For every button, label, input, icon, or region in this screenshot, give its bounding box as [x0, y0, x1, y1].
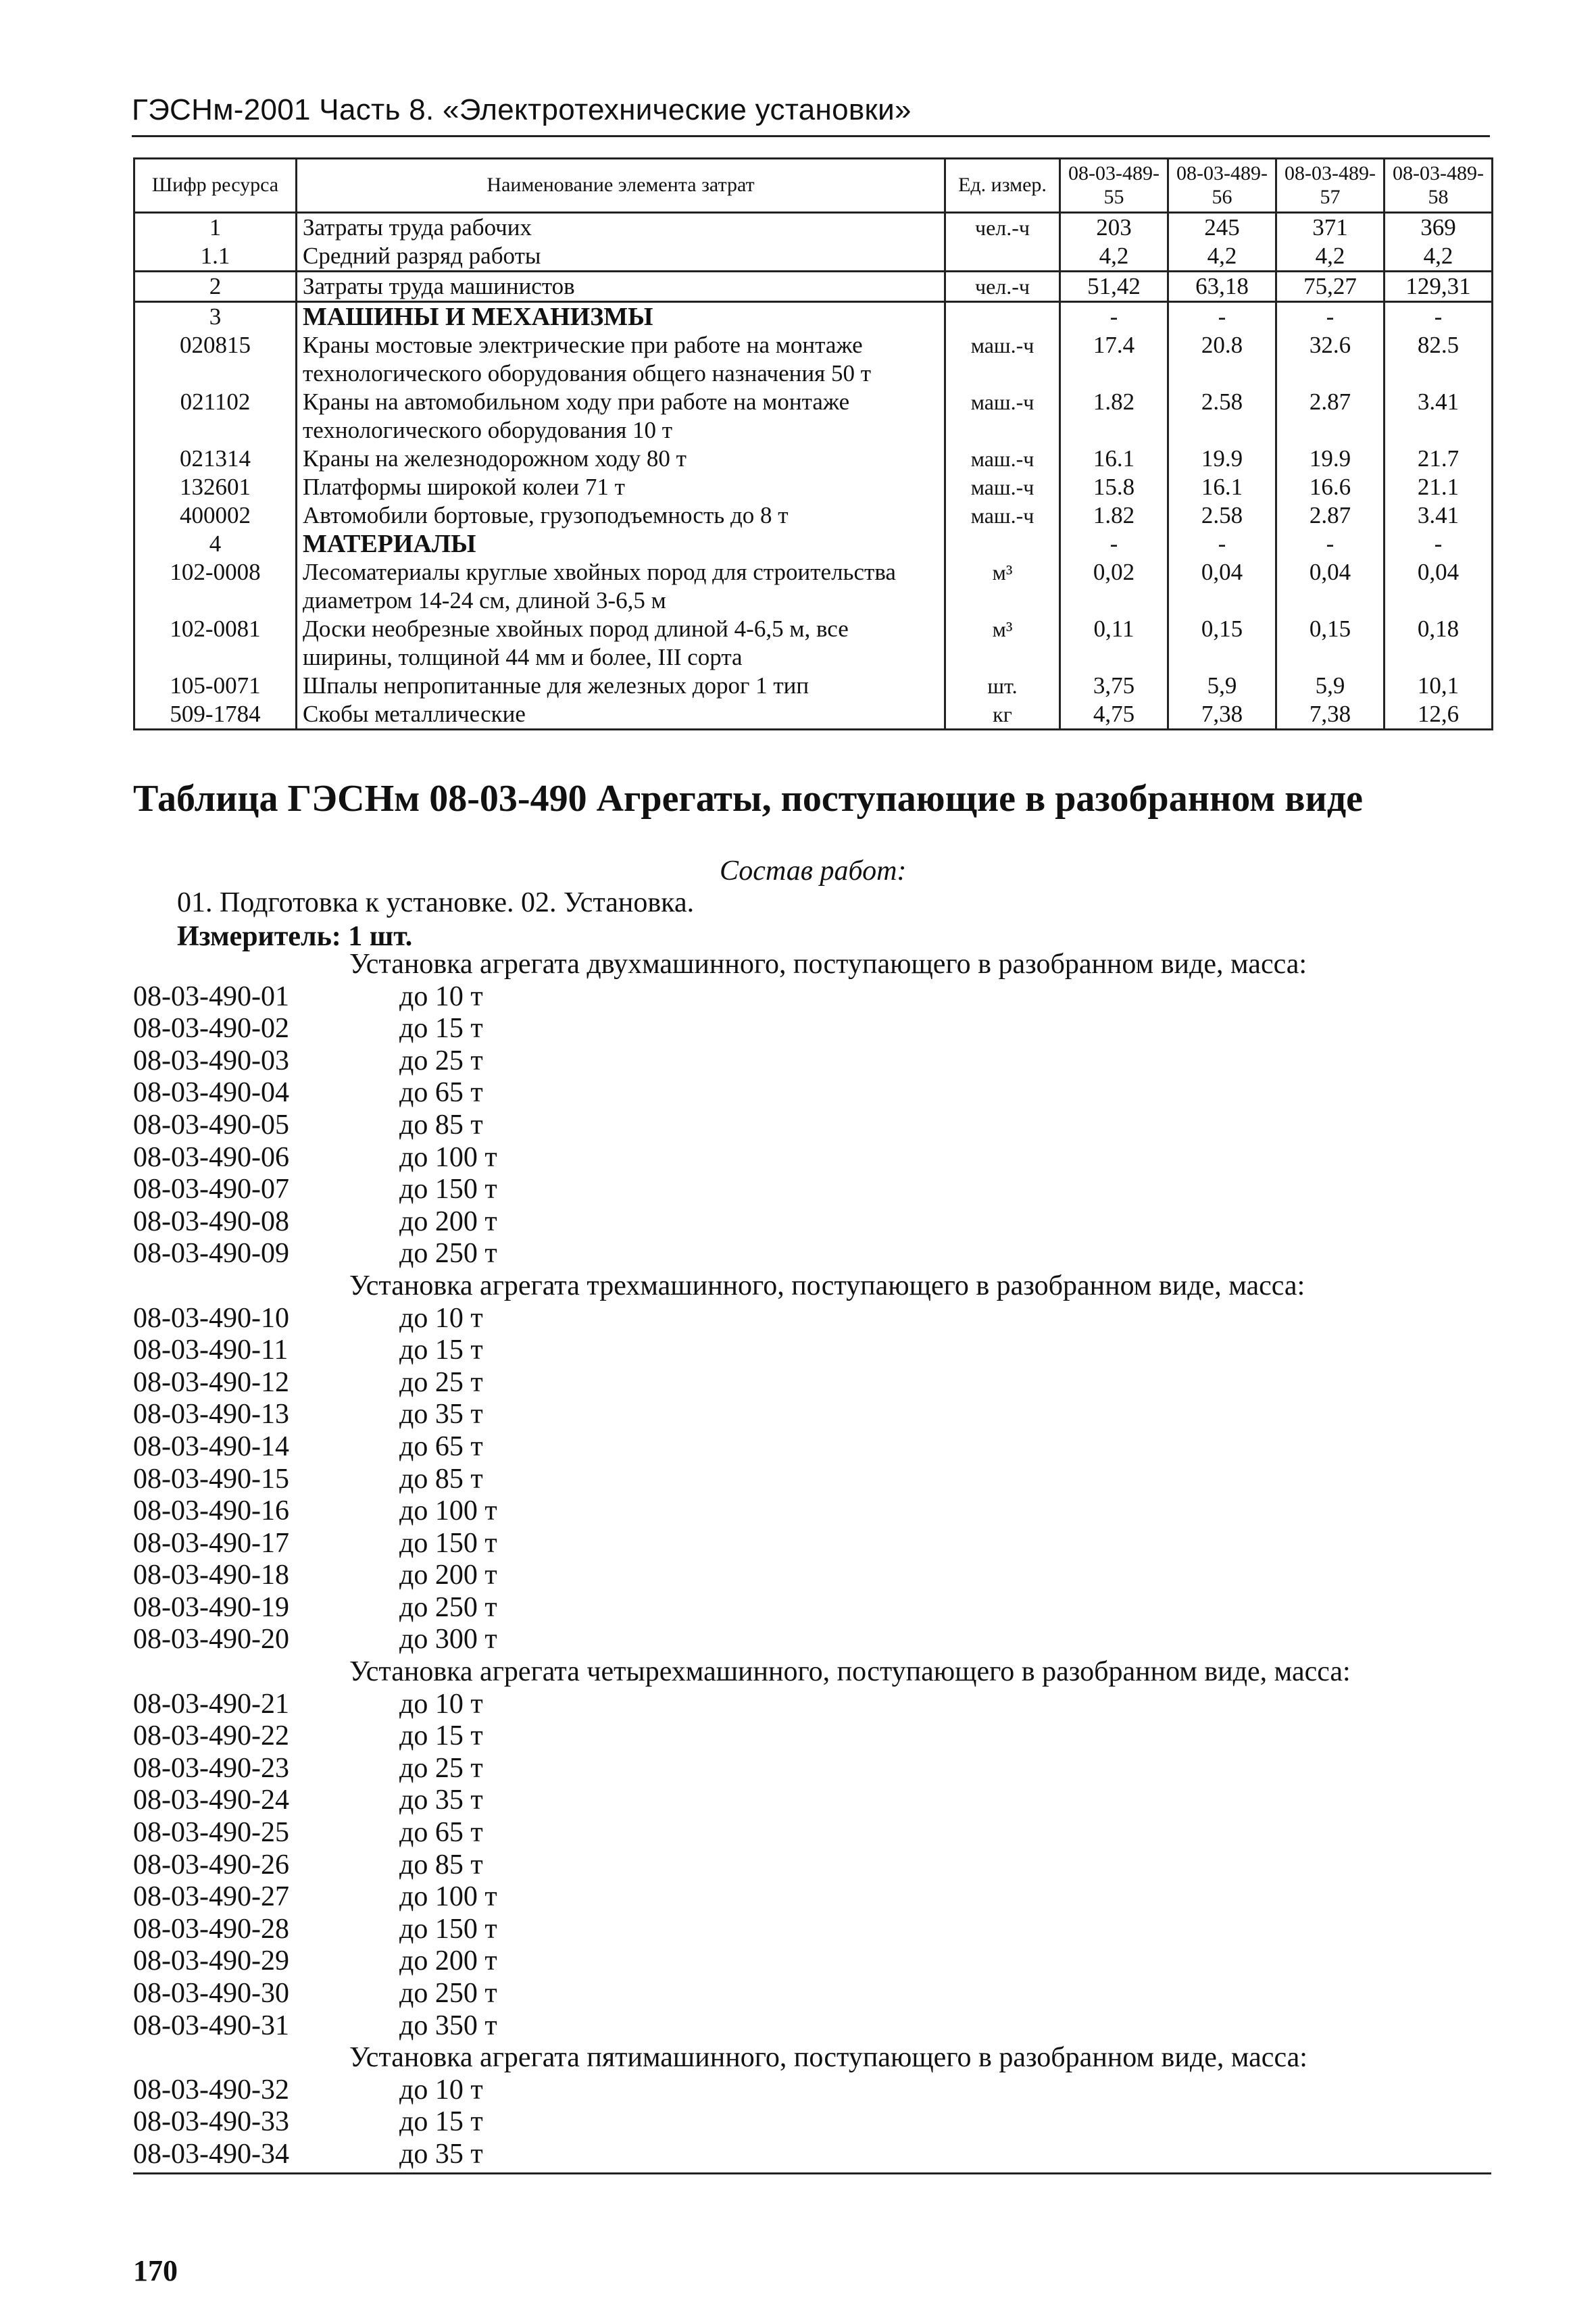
mass-value: до 65 т — [399, 1817, 483, 1849]
norm-code: 08-03-490-17 — [133, 1527, 289, 1559]
value-cell: 51,42 — [1060, 272, 1168, 302]
list-item — [133, 1945, 1349, 1978]
header-col-489-56: 08-03-489-56 — [1168, 159, 1276, 213]
table-row — [134, 302, 1493, 332]
norm-code: 08-03-490-12 — [133, 1366, 289, 1398]
resource-name-cell: Скобы металлические — [297, 700, 945, 730]
value-cell: 203 — [1060, 213, 1168, 243]
group-heading-text: Установка агрегата четырехмашинного, поступающего в разобранном виде, масса: — [349, 1656, 1351, 1688]
list-item — [133, 1174, 1349, 1206]
value-cell: 2.87 — [1276, 388, 1385, 445]
value-cell: 3,75 — [1060, 672, 1168, 700]
list-item — [133, 1528, 1349, 1560]
mass-value: до 250 т — [399, 1591, 497, 1623]
unit-cell: м³ — [945, 558, 1060, 615]
resource-table-body — [134, 213, 1493, 730]
norm-code: 08-03-490-29 — [133, 1945, 289, 1977]
value-cell: 0,11 — [1060, 615, 1168, 672]
value-cell: 0,15 — [1276, 615, 1385, 672]
header-rule — [132, 135, 1490, 137]
value-cell: 0,15 — [1168, 615, 1276, 672]
list-item — [133, 1753, 1349, 1785]
mass-value: до 35 т — [399, 1399, 483, 1430]
unit-cell: маш.-ч — [945, 388, 1060, 445]
value-cell: 7,38 — [1168, 700, 1276, 730]
group-heading — [133, 949, 1349, 981]
table-row — [134, 558, 1493, 615]
table-row — [134, 213, 1493, 243]
norm-code: 08-03-490-24 — [133, 1785, 289, 1816]
norm-code: 08-03-490-33 — [133, 2106, 289, 2138]
header-col-489-55: 08-03-489-55 — [1060, 159, 1168, 213]
value-cell: 129,31 — [1385, 272, 1493, 302]
value-cell: 4,2 — [1168, 242, 1276, 272]
unit-cell: кг — [945, 700, 1060, 730]
mass-value: до 350 т — [399, 2010, 497, 2041]
table-row — [134, 501, 1493, 530]
mass-value: до 15 т — [399, 2106, 483, 2138]
value-cell: 2.58 — [1168, 501, 1276, 530]
norm-code: 08-03-490-13 — [133, 1399, 289, 1430]
value-cell: 21.1 — [1385, 473, 1493, 501]
list-item — [133, 2139, 1349, 2171]
norm-code: 08-03-490-15 — [133, 1463, 289, 1495]
group-heading — [133, 1656, 1349, 1689]
value-cell: 245 — [1168, 213, 1276, 243]
list-item — [133, 1142, 1349, 1174]
mass-value: до 25 т — [399, 1752, 483, 1784]
resource-name-cell: Затраты труда машинистов — [297, 272, 945, 302]
value-cell: 19.9 — [1276, 445, 1385, 473]
list-item — [133, 1013, 1349, 1045]
resource-code-cell: 1 — [134, 213, 297, 243]
mass-value: до 85 т — [399, 1463, 483, 1495]
value-cell: 21.7 — [1385, 445, 1493, 473]
list-item — [133, 1045, 1349, 1078]
list-item — [133, 1367, 1349, 1399]
mass-value: до 65 т — [399, 1077, 483, 1109]
norm-code: 08-03-490-27 — [133, 1881, 289, 1913]
mass-value: до 200 т — [399, 1205, 497, 1237]
table-row — [134, 615, 1493, 672]
list-item — [133, 1399, 1349, 1431]
norm-code: 08-03-490-04 — [133, 1077, 289, 1109]
value-cell: 10,1 — [1385, 672, 1493, 700]
group-heading-text: Установка агрегата двухмашинного, поступающего в разобранном виде, масса: — [349, 949, 1307, 980]
value-cell: 0,04 — [1276, 558, 1385, 615]
list-item — [133, 1495, 1349, 1528]
mass-value: до 100 т — [399, 1881, 497, 1913]
group-heading-text: Установка агрегата трехмашинного, поступающего в разобранном виде, масса: — [349, 1270, 1305, 1301]
list-item — [133, 1817, 1349, 1849]
list-item — [133, 1303, 1349, 1335]
norm-code: 08-03-490-32 — [133, 2074, 289, 2106]
header-col-489-57: 08-03-489-57 — [1276, 159, 1385, 213]
value-cell: 63,18 — [1168, 272, 1276, 302]
list-item — [133, 1881, 1349, 1914]
value-cell: 0,04 — [1385, 558, 1493, 615]
list-end-rule — [133, 2172, 1491, 2174]
value-cell: 5,9 — [1168, 672, 1276, 700]
value-cell: 16.1 — [1168, 473, 1276, 501]
norm-code: 08-03-490-34 — [133, 2138, 289, 2170]
unit-cell: маш.-ч — [945, 501, 1060, 530]
mass-value: до 15 т — [399, 1335, 483, 1366]
resource-name-cell: МАШИНЫ И МЕХАНИЗМЫ — [297, 302, 945, 332]
value-cell: 0,04 — [1168, 558, 1276, 615]
list-item — [133, 1624, 1349, 1656]
header-col-489-58: 08-03-489-58 — [1385, 159, 1493, 213]
value-cell: 32.6 — [1276, 331, 1385, 388]
table-row — [134, 242, 1493, 272]
resource-table — [133, 157, 1493, 730]
group-heading-text: Установка агрегата пятимашинного, поступающего в разобранном виде, масса: — [349, 2042, 1307, 2074]
value-cell: 75,27 — [1276, 272, 1385, 302]
page-number: 170 — [133, 2254, 178, 2287]
mass-value: до 65 т — [399, 1430, 483, 1462]
resource-code-cell: 105-0071 — [134, 672, 297, 700]
norm-code: 08-03-490-26 — [133, 1849, 289, 1881]
norm-code: 08-03-490-23 — [133, 1752, 289, 1784]
norm-code: 08-03-490-05 — [133, 1109, 289, 1141]
value-cell: - — [1060, 530, 1168, 558]
value-cell: 3.41 — [1385, 388, 1493, 445]
norm-code: 08-03-490-16 — [133, 1495, 289, 1527]
resource-code-cell: 102-0008 — [134, 558, 297, 615]
resource-name-cell: Краны мостовые электрические при работе на монтаже технологического оборудования общего назначения 50 т — [297, 331, 945, 388]
table-row — [134, 331, 1493, 388]
resource-name-cell: Затраты труда рабочих — [297, 213, 945, 243]
unit-cell: шт. — [945, 672, 1060, 700]
resource-name-cell: Лесоматериалы круглые хвойных пород для строительства диаметром 14-24 см, длиной 3-6,5 м — [297, 558, 945, 615]
value-cell: 20.8 — [1168, 331, 1276, 388]
measure-label: Измеритель: — [177, 921, 341, 952]
resource-name-cell: Платформы широкой колеи 71 т — [297, 473, 945, 501]
measure-unit — [177, 920, 412, 953]
resource-code-cell: 3 — [134, 302, 297, 332]
value-cell: - — [1276, 530, 1385, 558]
table-row — [134, 530, 1493, 558]
value-cell: 1.82 — [1060, 501, 1168, 530]
value-cell: 82.5 — [1385, 331, 1493, 388]
norm-code: 08-03-490-02 — [133, 1013, 289, 1045]
value-cell: - — [1385, 302, 1493, 332]
norm-code: 08-03-490-10 — [133, 1302, 289, 1334]
resource-code-cell: 020815 — [134, 331, 297, 388]
table-row — [134, 473, 1493, 501]
header-unit: Ед. измер. — [945, 159, 1060, 213]
header-code: Шифр ресурса — [134, 159, 297, 213]
list-item — [133, 1914, 1349, 1946]
mass-value: до 35 т — [399, 1785, 483, 1816]
resource-code-cell: 1.1 — [134, 242, 297, 272]
value-cell: 17.4 — [1060, 331, 1168, 388]
value-cell: 2.87 — [1276, 501, 1385, 530]
list-item — [133, 1077, 1349, 1110]
mass-value: до 15 т — [399, 1013, 483, 1045]
value-cell: 369 — [1385, 213, 1493, 243]
value-cell: 371 — [1276, 213, 1385, 243]
mass-value: до 10 т — [399, 1302, 483, 1334]
mass-value: до 100 т — [399, 1141, 497, 1173]
norm-code: 08-03-490-08 — [133, 1205, 289, 1237]
value-cell: 16.1 — [1060, 445, 1168, 473]
mass-value: до 150 т — [399, 1913, 497, 1945]
norm-code: 08-03-490-20 — [133, 1624, 289, 1656]
unit-cell — [945, 242, 1060, 272]
norm-code: 08-03-490-22 — [133, 1720, 289, 1752]
list-item — [133, 1431, 1349, 1464]
list-item — [133, 2074, 1349, 2107]
list-item — [133, 1238, 1349, 1270]
mass-value: до 250 т — [399, 1238, 497, 1270]
list-item — [133, 2106, 1349, 2139]
resource-code-cell: 509-1784 — [134, 700, 297, 730]
group-heading — [133, 1270, 1349, 1303]
mass-value: до 10 т — [399, 1688, 483, 1720]
list-item — [133, 2010, 1349, 2043]
value-cell: - — [1060, 302, 1168, 332]
value-cell: - — [1168, 530, 1276, 558]
list-item — [133, 1560, 1349, 1592]
mass-value: до 15 т — [399, 1720, 483, 1752]
work-composition-caption: Состав работ: — [720, 855, 907, 887]
unit-cell — [945, 302, 1060, 332]
value-cell: 4,75 — [1060, 700, 1168, 730]
resource-code-cell: 2 — [134, 272, 297, 302]
list-item — [133, 1785, 1349, 1817]
unit-cell: маш.-ч — [945, 331, 1060, 388]
mass-value: до 85 т — [399, 1849, 483, 1881]
value-cell: 16.6 — [1276, 473, 1385, 501]
mass-value: до 100 т — [399, 1495, 497, 1527]
list-item — [133, 1110, 1349, 1142]
norm-code: 08-03-490-21 — [133, 1688, 289, 1720]
resource-code-cell: 400002 — [134, 501, 297, 530]
norm-code: 08-03-490-07 — [133, 1174, 289, 1205]
list-item — [133, 1978, 1349, 2010]
resource-code-cell: 021314 — [134, 445, 297, 473]
norm-code: 08-03-490-31 — [133, 2010, 289, 2041]
unit-cell: чел.-ч — [945, 272, 1060, 302]
resource-name-cell: Шпалы непропитанные для железных дорог 1 тип — [297, 672, 945, 700]
mass-value: до 300 т — [399, 1624, 497, 1656]
norm-code: 08-03-490-11 — [133, 1335, 289, 1366]
value-cell: 0,18 — [1385, 615, 1493, 672]
resource-name-cell: Доски необрезные хвойных пород длиной 4-6,5 м, все ширины, толщиной 44 мм и более, III сорта — [297, 615, 945, 672]
unit-cell: маш.-ч — [945, 445, 1060, 473]
mass-value: до 200 т — [399, 1945, 497, 1977]
work-composition-items: 01. Подготовка к установке. 02. Установка. — [177, 887, 695, 918]
value-cell: 4,2 — [1385, 242, 1493, 272]
group-heading — [133, 2042, 1349, 2074]
list-item — [133, 1592, 1349, 1624]
resource-code-cell: 4 — [134, 530, 297, 558]
norm-code: 08-03-490-14 — [133, 1430, 289, 1462]
resource-name-cell: МАТЕРИАЛЫ — [297, 530, 945, 558]
table-row — [134, 388, 1493, 445]
header-name: Наименование элемента затрат — [297, 159, 945, 213]
resource-name-cell: Краны на железнодорожном ходу 80 т — [297, 445, 945, 473]
list-item — [133, 1335, 1349, 1367]
value-cell: 4,2 — [1276, 242, 1385, 272]
norm-code: 08-03-490-06 — [133, 1141, 289, 1173]
list-item — [133, 1849, 1349, 1882]
mass-value: до 25 т — [399, 1366, 483, 1398]
norm-code: 08-03-490-30 — [133, 1978, 289, 2009]
norm-code: 08-03-490-01 — [133, 980, 289, 1012]
running-title: ГЭСНм-2001 Часть 8. «Электротехнические установки» — [132, 93, 912, 126]
list-item — [133, 981, 1349, 1014]
mass-value: до 25 т — [399, 1045, 483, 1076]
list-item — [133, 1689, 1349, 1721]
resource-code-cell: 132601 — [134, 473, 297, 501]
value-cell: 12,6 — [1385, 700, 1493, 730]
list-item — [133, 1206, 1349, 1239]
resource-table-header — [134, 159, 1493, 213]
resource-name-cell: Краны на автомобильном ходу при работе на монтаже технологического оборудования 10 т — [297, 388, 945, 445]
table-row — [134, 700, 1493, 730]
value-cell: 19.9 — [1168, 445, 1276, 473]
list-item — [133, 1464, 1349, 1496]
norm-code-list — [133, 949, 1349, 2171]
mass-value: до 10 т — [399, 980, 483, 1012]
mass-value: до 250 т — [399, 1978, 497, 2009]
mass-value: до 150 т — [399, 1527, 497, 1559]
unit-cell: м³ — [945, 615, 1060, 672]
mass-value: до 85 т — [399, 1109, 483, 1141]
table-row — [134, 272, 1493, 302]
unit-cell: чел.-ч — [945, 213, 1060, 243]
value-cell: 7,38 — [1276, 700, 1385, 730]
resource-name-cell: Средний разряд работы — [297, 242, 945, 272]
mass-value: до 150 т — [399, 1174, 497, 1205]
norm-code: 08-03-490-09 — [133, 1238, 289, 1270]
mass-value: до 200 т — [399, 1560, 497, 1591]
value-cell: 15.8 — [1060, 473, 1168, 501]
list-item — [133, 1720, 1349, 1753]
table-row — [134, 445, 1493, 473]
norm-code: 08-03-490-19 — [133, 1591, 289, 1623]
value-cell: - — [1276, 302, 1385, 332]
norm-code: 08-03-490-18 — [133, 1560, 289, 1591]
table-row — [134, 672, 1493, 700]
measure-value: 1 шт. — [348, 921, 413, 952]
table-title: Таблица ГЭСНм 08-03-490 Агрегаты, поступающие в разобранном виде — [133, 778, 1363, 820]
value-cell: - — [1168, 302, 1276, 332]
resource-code-cell: 021102 — [134, 388, 297, 445]
mass-value: до 10 т — [399, 2074, 483, 2106]
unit-cell: маш.-ч — [945, 473, 1060, 501]
value-cell: 4,2 — [1060, 242, 1168, 272]
value-cell: 5,9 — [1276, 672, 1385, 700]
value-cell: 0,02 — [1060, 558, 1168, 615]
norm-code: 08-03-490-25 — [133, 1817, 289, 1849]
resource-code-cell: 102-0081 — [134, 615, 297, 672]
value-cell: 1.82 — [1060, 388, 1168, 445]
value-cell: 2.58 — [1168, 388, 1276, 445]
value-cell: - — [1385, 530, 1493, 558]
mass-value: до 35 т — [399, 2138, 483, 2170]
resource-name-cell: Автомобили бортовые, грузоподъемность до 8 т — [297, 501, 945, 530]
unit-cell — [945, 530, 1060, 558]
norm-code: 08-03-490-28 — [133, 1913, 289, 1945]
norm-code: 08-03-490-03 — [133, 1045, 289, 1076]
value-cell: 3.41 — [1385, 501, 1493, 530]
